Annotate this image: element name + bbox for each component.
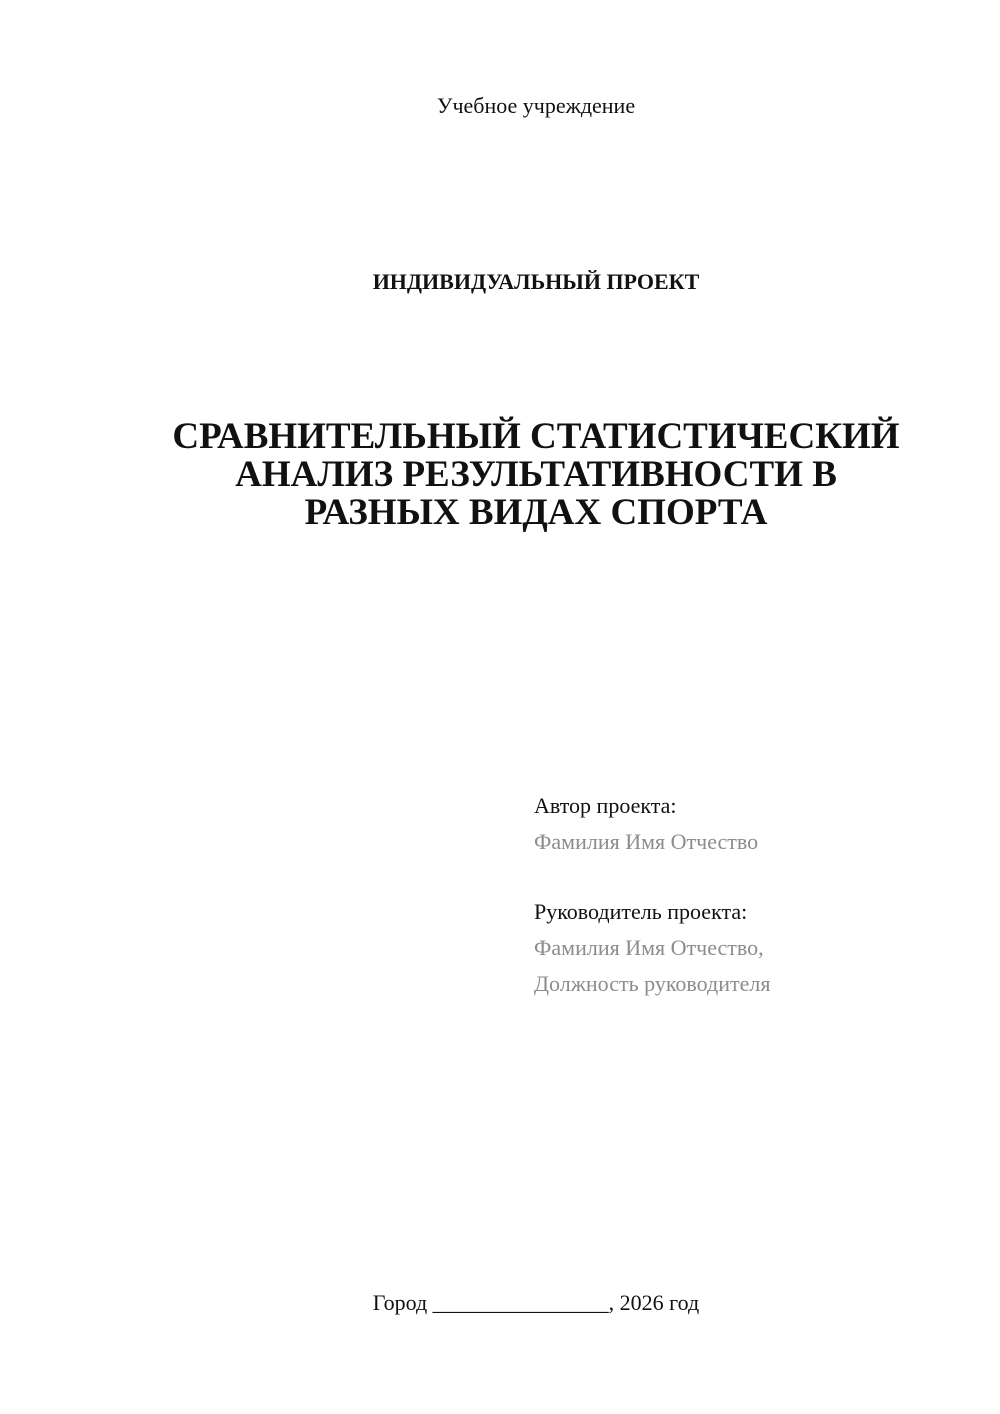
credits-block (534, 788, 974, 1002)
author-label: Автор проекта: (534, 793, 677, 818)
supervisor-position: Должность руководителя (534, 971, 771, 996)
author-name: Фамилия Имя Отчество (534, 829, 759, 854)
supervisor-name: Фамилия Имя Отчество, (534, 935, 764, 960)
project-title-line: СРАВНИТЕЛЬНЫЙ СТАТИСТИЧЕСКИЙ (172, 416, 900, 457)
supervisor-label: Руководитель проекта: (534, 899, 748, 924)
city-year-line: Город ________________, 2026 год (372, 1290, 700, 1315)
document-type: ИНДИВИДУАЛЬНЫЙ ПРОЕКТ (372, 269, 700, 294)
project-title-line: АНАЛИЗ РЕЗУЛЬТАТИВНОСТИ В (235, 454, 837, 495)
institution-name: Учебное учреждение (436, 93, 636, 118)
project-title-line: РАЗНЫХ ВИДАХ СПОРТА (304, 492, 768, 533)
credits-spacer (534, 860, 974, 894)
project-title (80, 418, 992, 532)
